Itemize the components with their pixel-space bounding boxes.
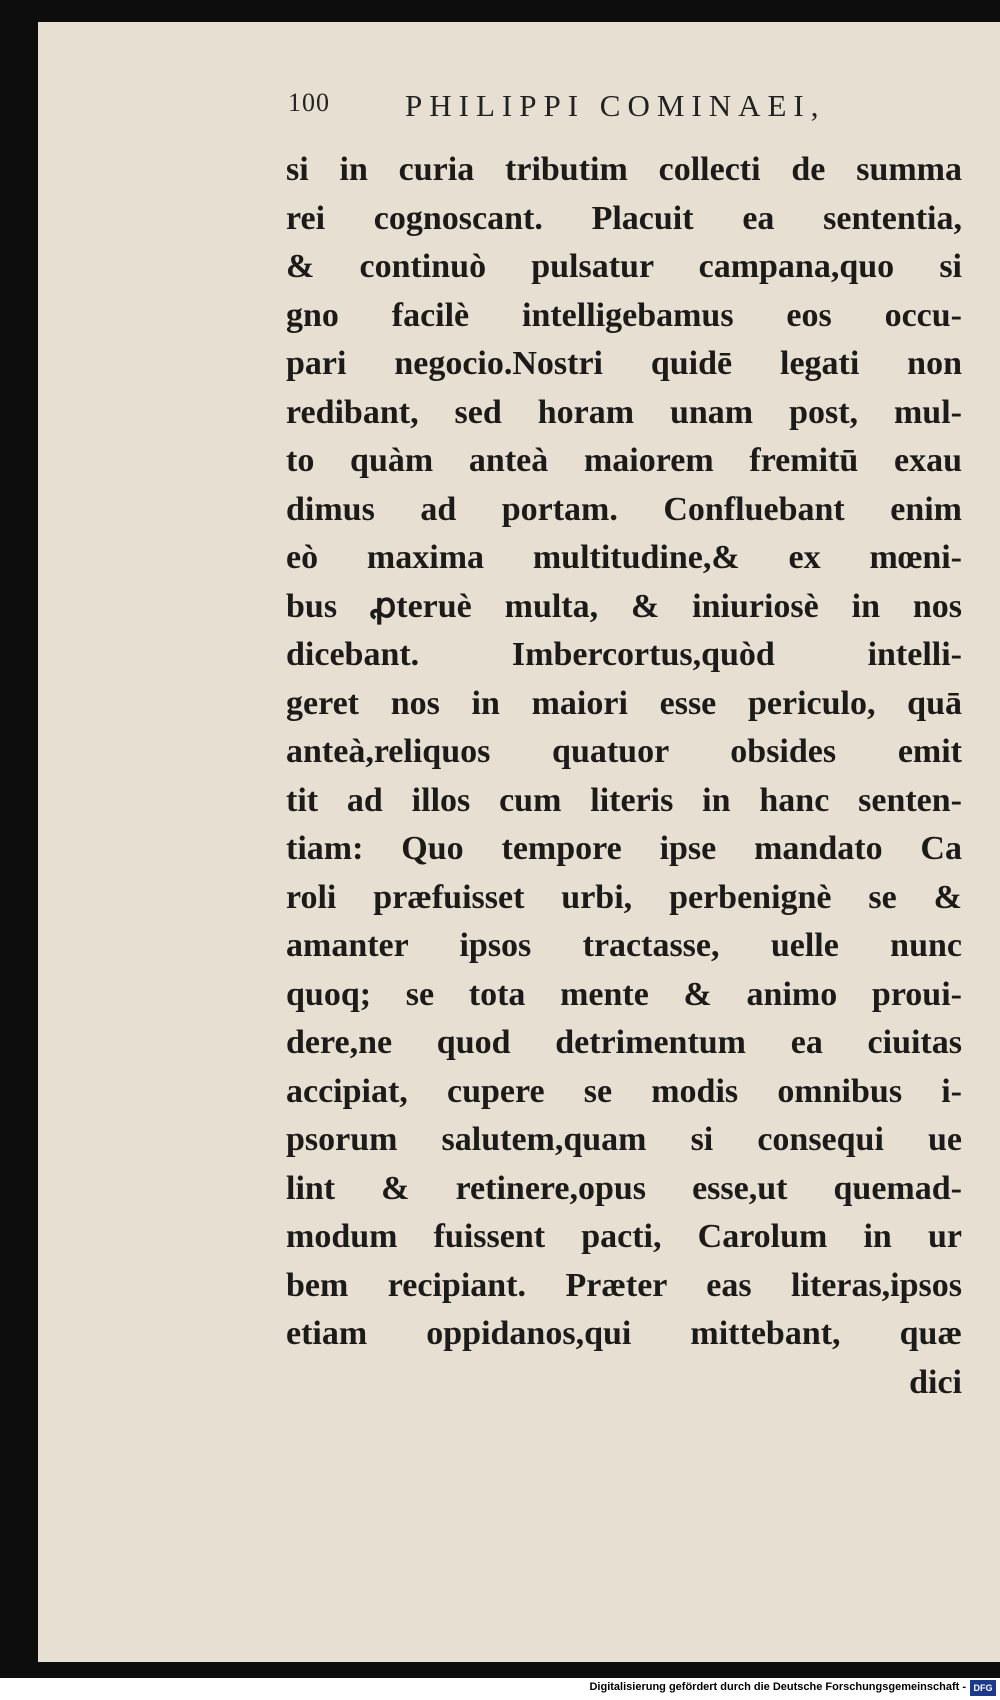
text-line: eò maxima multitudine,& ex mœni- [286, 539, 962, 576]
text-line: gno facilè intelligebamus eos occu- [286, 296, 962, 334]
text-line: geret nos in maiori esse periculo, quā [286, 684, 962, 722]
text-line: modum fuissent pacti, Carolum in ur [286, 1218, 962, 1255]
text-line: to quàm anteà maiorem fremitū exau [286, 442, 962, 479]
text-line: & continuò pulsatur campana,quo si [286, 248, 962, 285]
text-line: accipiat, cupere se modis omnibus i- [286, 1072, 962, 1110]
text-line: pari negocio.Nostri quidē legati non [286, 345, 962, 382]
catchword: dici [909, 1363, 962, 1401]
text-line: psorum salutem,quam si consequi ue [286, 1121, 962, 1158]
running-head [250, 88, 930, 128]
text-line: tiam: Quo tempore ipse mandato Ca [286, 830, 962, 867]
credit-text: Digitalisierung gefördert durch die Deutsche Forschungsgemeinschaft - [589, 1681, 966, 1693]
text-line: dere,ne quod detrimentum ea ciuitas [286, 1024, 962, 1061]
text-line: anteà,reliquos quatuor obsides emit [286, 733, 962, 770]
text-line: tit ad illos cum literis in hanc senten- [286, 781, 962, 819]
dfg-logo-icon: DFG [970, 1680, 996, 1696]
text-line: bem recipiant. Præter eas literas,ipsos [286, 1266, 962, 1304]
text-line: redibant, sed horam unam post, mul- [286, 393, 962, 431]
running-title: PHILIPPI COMINAEI, [405, 88, 826, 123]
text-line: rei cognoscant. Placuit ea sententia, [286, 199, 962, 237]
text-line: bus ꝓteruè multa, & iniuriosè in nos [286, 587, 962, 625]
text-line: dicebant. Imbercortus,quòd intelli- [286, 636, 962, 673]
credit-bar [0, 1678, 1000, 1700]
text-line: roli præfuisset urbi, perbenignè se & [286, 878, 962, 916]
body-text [286, 146, 962, 1407]
page-number: 100 [288, 88, 330, 117]
text-line: lint & retinere,opus esse,ut quemad- [286, 1169, 962, 1207]
text-line: amanter ipsos tractasse, uelle nunc [286, 927, 962, 964]
text-line: etiam oppidanos,qui mittebant, quæ [286, 1315, 962, 1352]
text-line: si in curia tributim collecti de summa [286, 151, 962, 188]
text-line: quoq; se tota mente & animo proui- [286, 975, 962, 1013]
text-line: dimus ad portam. Confluebant enim [286, 490, 962, 528]
